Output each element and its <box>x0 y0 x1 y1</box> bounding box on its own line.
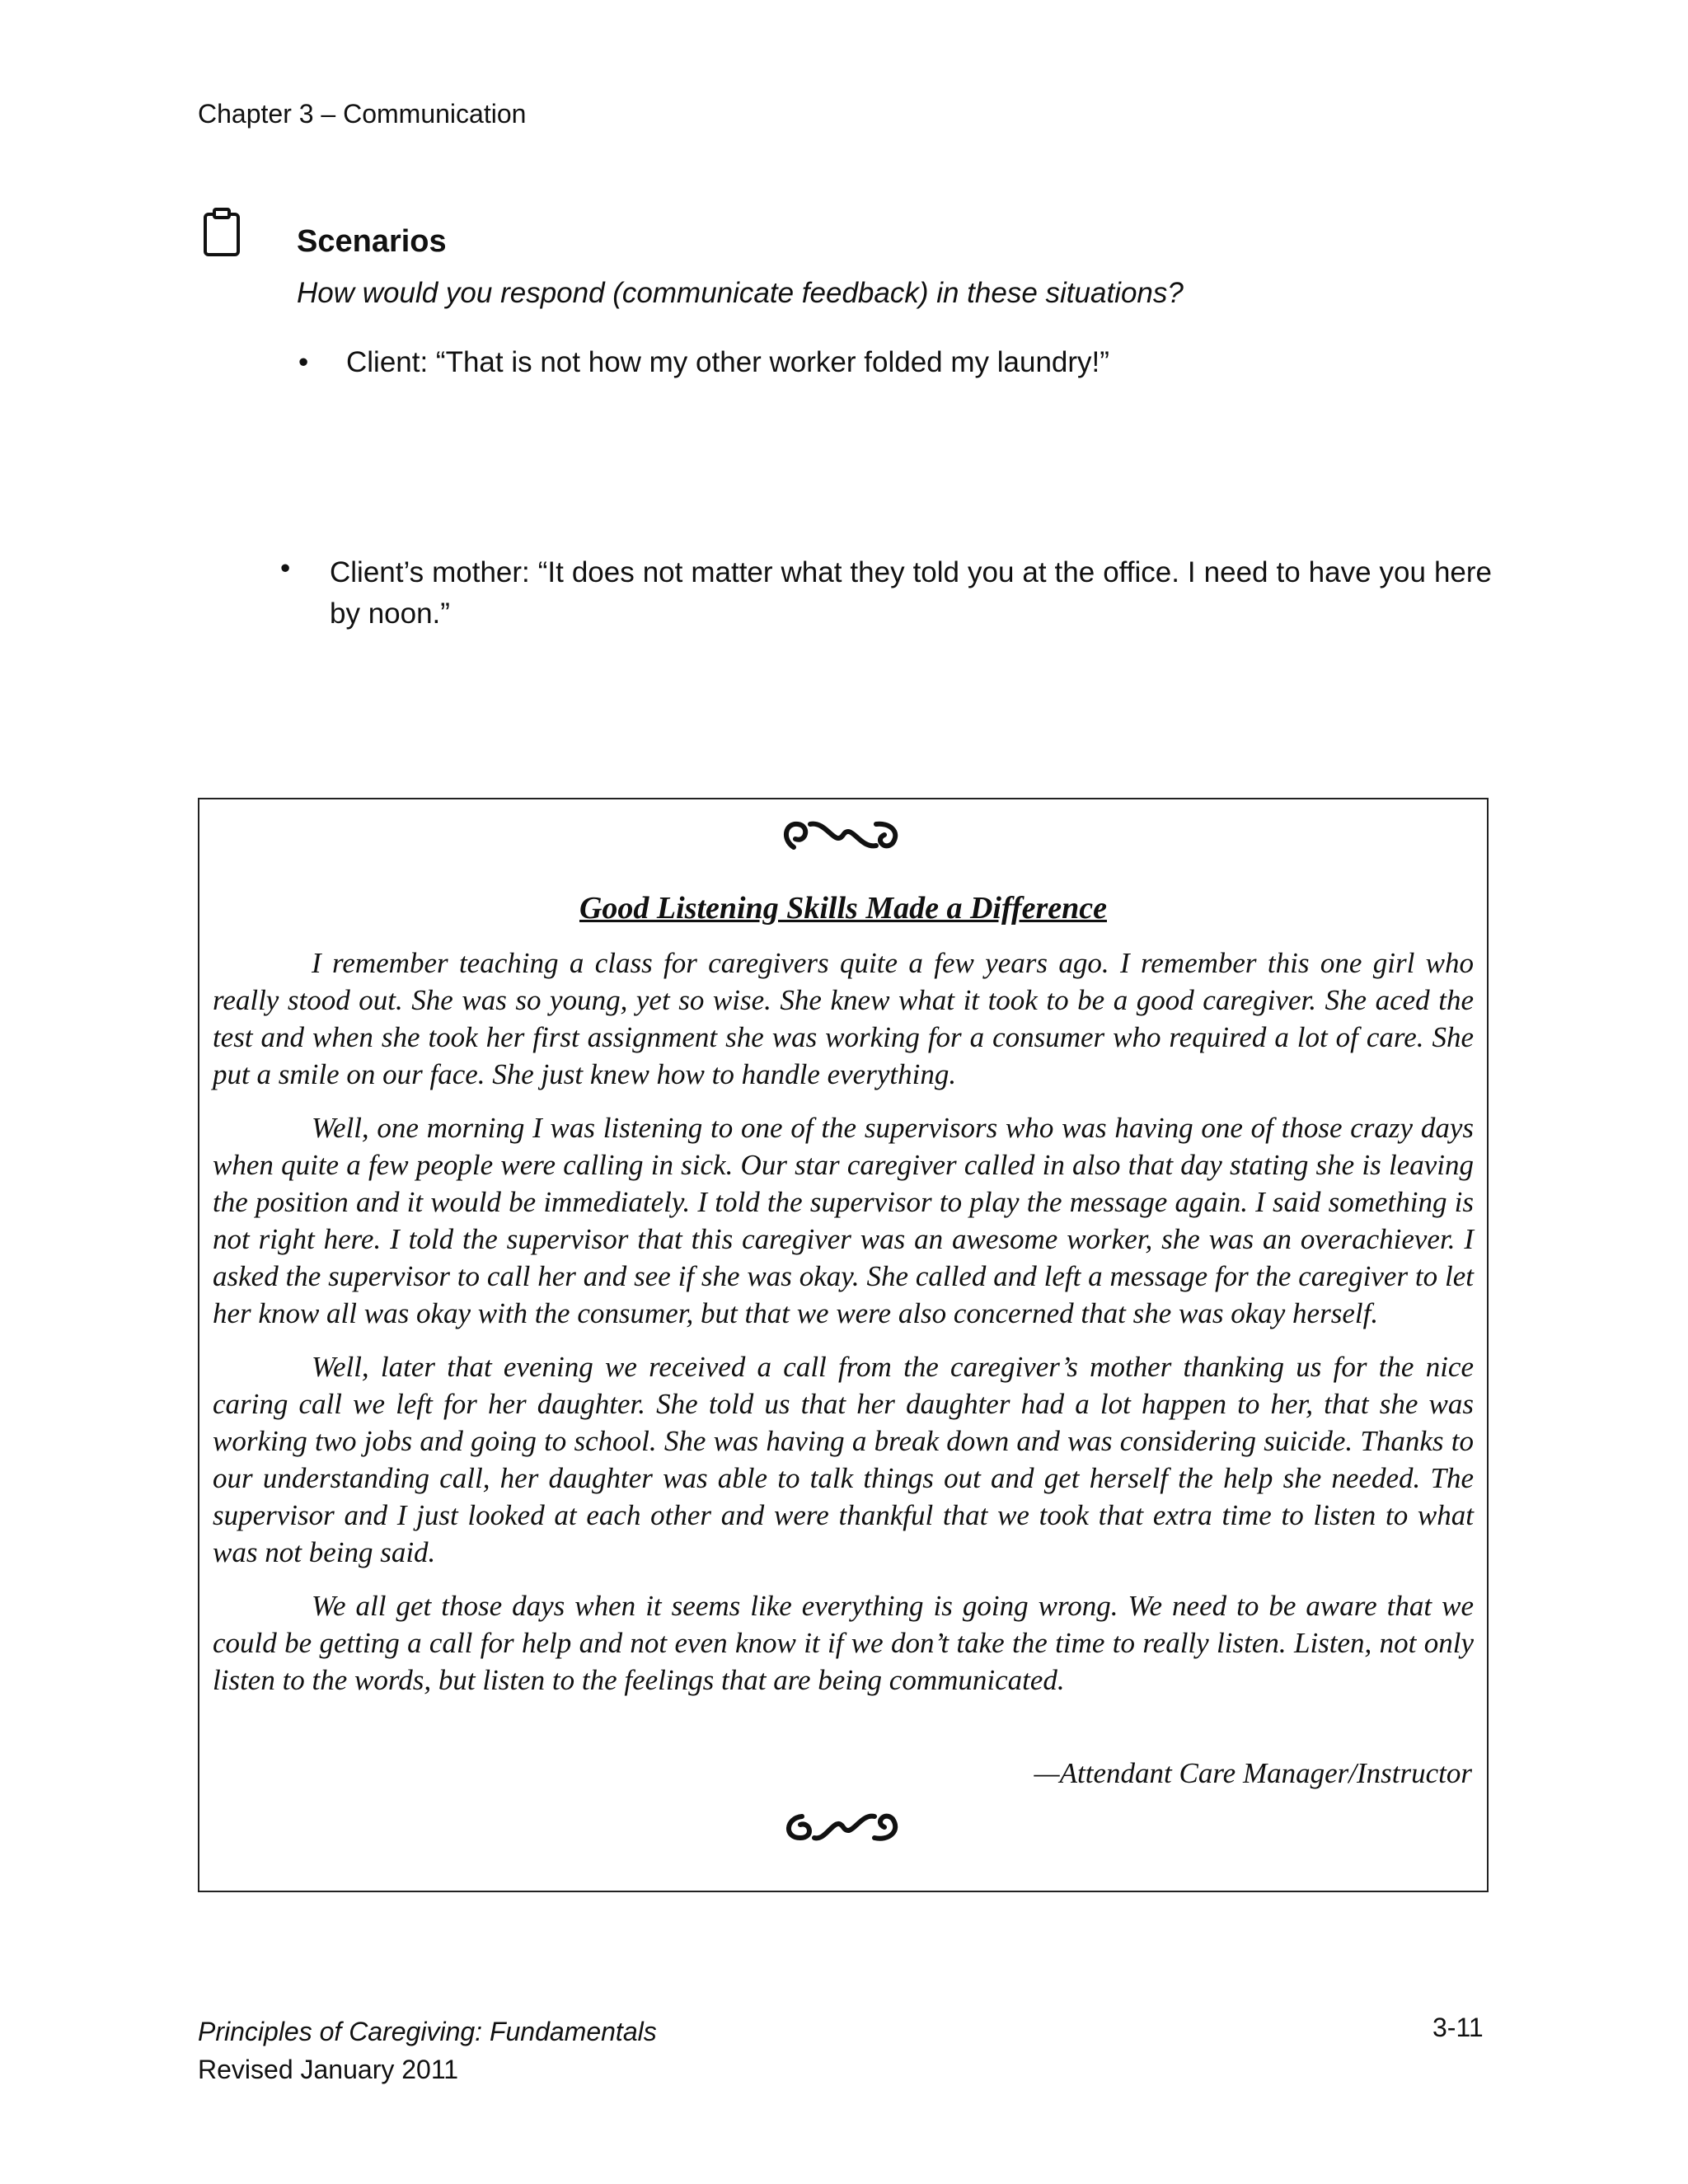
scenario-item: Client: “That is not how my other worker folded my laundry!” <box>346 346 1109 378</box>
story-paragraph: Well, one morning I was listening to one of the supervisors who was having one of those crazy days when quite a few people were calling in sick. Our star caregiver called in also that day stating she is leaving the position and it would be immediately. I told the supervisor to play the message again. I said something is not right here. I told the supervisor that this caregiver was an awesome worker, she was an overachiever. I asked the supervisor to call her and see if she was okay. She called and left a message for the caregiver to let her know all was okay with the consumer, but that we were also concerned that she was okay herself. <box>213 1112 1474 1329</box>
footer-left <box>198 2013 657 2088</box>
scenario-item: Client’s mother: “It does not matter what they told you at the office. I need to have you here by noon.” <box>330 556 1492 630</box>
clipboard-icon <box>203 208 241 257</box>
scenarios-subtitle: How would you respond (communicate feedback) in these situations? <box>297 277 1184 309</box>
story-title: Good Listening Skills Made a Difference <box>579 891 1107 926</box>
bullet-dot: • <box>298 346 309 378</box>
chapter-header: Chapter 3 – Communication <box>198 99 527 129</box>
bullet-dot: • <box>280 552 291 584</box>
story-paragraph: We all get those days when it seems like everything is going wrong. We need to be aware that we could be getting a call for help and not even know it if we don’t take the time to really listen. Listen, not only listen to the words, but listen to the feelings that are being communicated. <box>213 1590 1474 1696</box>
story-box <box>198 798 1489 1892</box>
story-body <box>213 944 1474 1715</box>
story-paragraph: I remember teaching a class for caregivers quite a few years ago. I remember this one girl who really stood out. She was so young, yet so wise. She knew what it took to be a good caregiver. She aced the test and when she took her first assignment she was working for a consumer who required a lot of care. She put a smile on our face. She just knew how to handle everything. <box>213 947 1474 1090</box>
story-paragraph: Well, later that evening we received a call from the caregiver’s mother thanking us for the nice caring call we left for her daughter. She told us that her daughter had a lot happen to her, that she was working two jobs and going to school. She was having a break down and was considering suicide. Thanks to our understanding call, her daughter was able to talk things out and get herself the help she needed. The supervisor and I just looked at each other and were thankful that we took that extra time to listen to what was not being said. <box>213 1351 1474 1568</box>
ornament-top-icon <box>777 814 909 855</box>
page-number: 3-11 <box>1432 2013 1484 2042</box>
footer-book-title: Principles of Caregiving: Fundamentals <box>198 2017 657 2046</box>
story-attribution: —Attendant Care Manager/Instructor <box>1034 1757 1472 1789</box>
ornament-bottom-icon <box>777 1807 909 1848</box>
scenarios-title: Scenarios <box>297 224 447 259</box>
footer-revised: Revised January 2011 <box>198 2055 459 2084</box>
